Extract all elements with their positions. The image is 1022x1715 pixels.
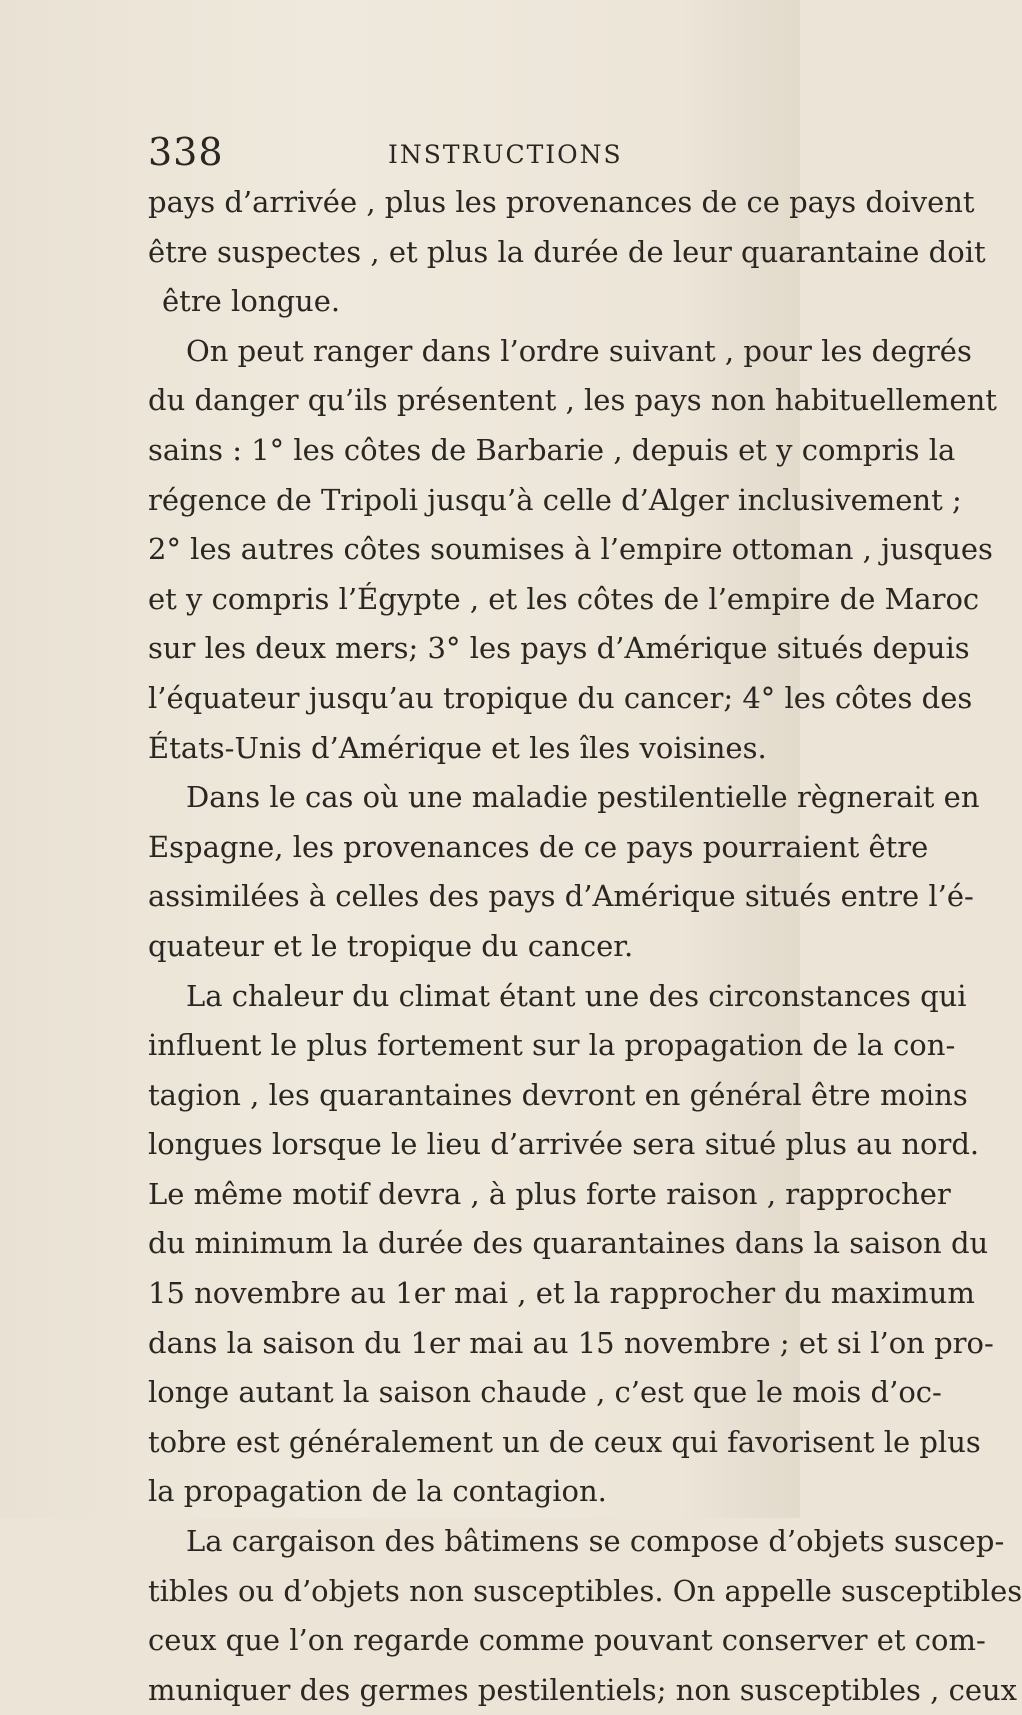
text-line: la propagation de la contagion. [148,1474,607,1509]
text-line: La cargaison des bâtimens se compose d’objets suscep- [186,1524,1005,1559]
text-line: Dans le cas où une maladie pestilentielle règnerait en [186,780,980,815]
text-line: tobre est généralement un de ceux qui favorisent le plus [148,1424,981,1459]
text-line: Espagne, les provenances de ce pays pourraient être [148,829,929,864]
text-line: régence de Tripoli jusqu’à celle d’Alger inclusivement ; [148,482,962,517]
text-line: être suspectes , et plus la durée de leur quarantaine doit [148,234,986,269]
text-line: l’équateur jusqu’au tropique du cancer; 4° les côtes des [148,680,973,715]
text-line: quateur et le tropique du cancer. [148,928,634,963]
text-line: sains : 1° les côtes de Barbarie , depuis et y compris la [148,432,956,467]
text-line: pays d’arrivée , plus les provenances de ce pays doivent [148,185,975,219]
text-line: tagion , les quarantaines devront en général être moins [148,1077,968,1112]
text-line: influent le plus fortement sur la propagation de la con- [148,1028,956,1063]
text-line: du danger qu’ils présentent , les pays non habituellement [148,383,997,418]
text-line: muniquer des germes pestilentiels; non susceptibles , ceux [148,1672,1018,1707]
running-title: INSTRUCTIONS [388,140,623,169]
text-line: 15 novembre au 1er mai , et la rapprocher du maximum [148,1276,975,1311]
page-number: 338 [148,130,224,174]
body-text [148,178,1022,1715]
text-line: On peut ranger dans l’ordre suivant , pour les degrés [186,333,972,368]
text-line: États-Unis d’Amérique et les îles voisines. [148,730,767,765]
text-line: dans la saison du 1er mai au 15 novembre ; et si l’on pro- [148,1325,994,1360]
text-line: 2° les autres côtes soumises à l’empire ottoman , jusques [148,532,993,567]
text-line: ceux que l’on regarde comme pouvant conserver et com- [148,1623,986,1658]
page-header [148,130,768,180]
text-line: sur les deux mers; 3° les pays d’Amérique situés depuis [148,631,970,666]
text-line: et y compris l’Égypte , et les côtes de l’empire de Maroc [148,581,980,616]
text-line: assimilées à celles des pays d’Amérique situés entre l’é- [148,879,974,914]
text-line: tibles ou d’objets non susceptibles. On appelle susceptibles [148,1573,1022,1608]
text-line: du minimum la durée des quarantaines dans la saison du [148,1226,989,1261]
text-line: longues lorsque le lieu d’arrivée sera situé plus au nord. [148,1127,980,1162]
text-line: être longue. [162,284,341,319]
text-line: longe autant la saison chaude , c’est que le mois d’oc- [148,1375,942,1410]
text-line: Le même motif devra , à plus forte raison , rapprocher [148,1176,951,1211]
text-line: La chaleur du climat étant une des circonstances qui [186,978,967,1013]
